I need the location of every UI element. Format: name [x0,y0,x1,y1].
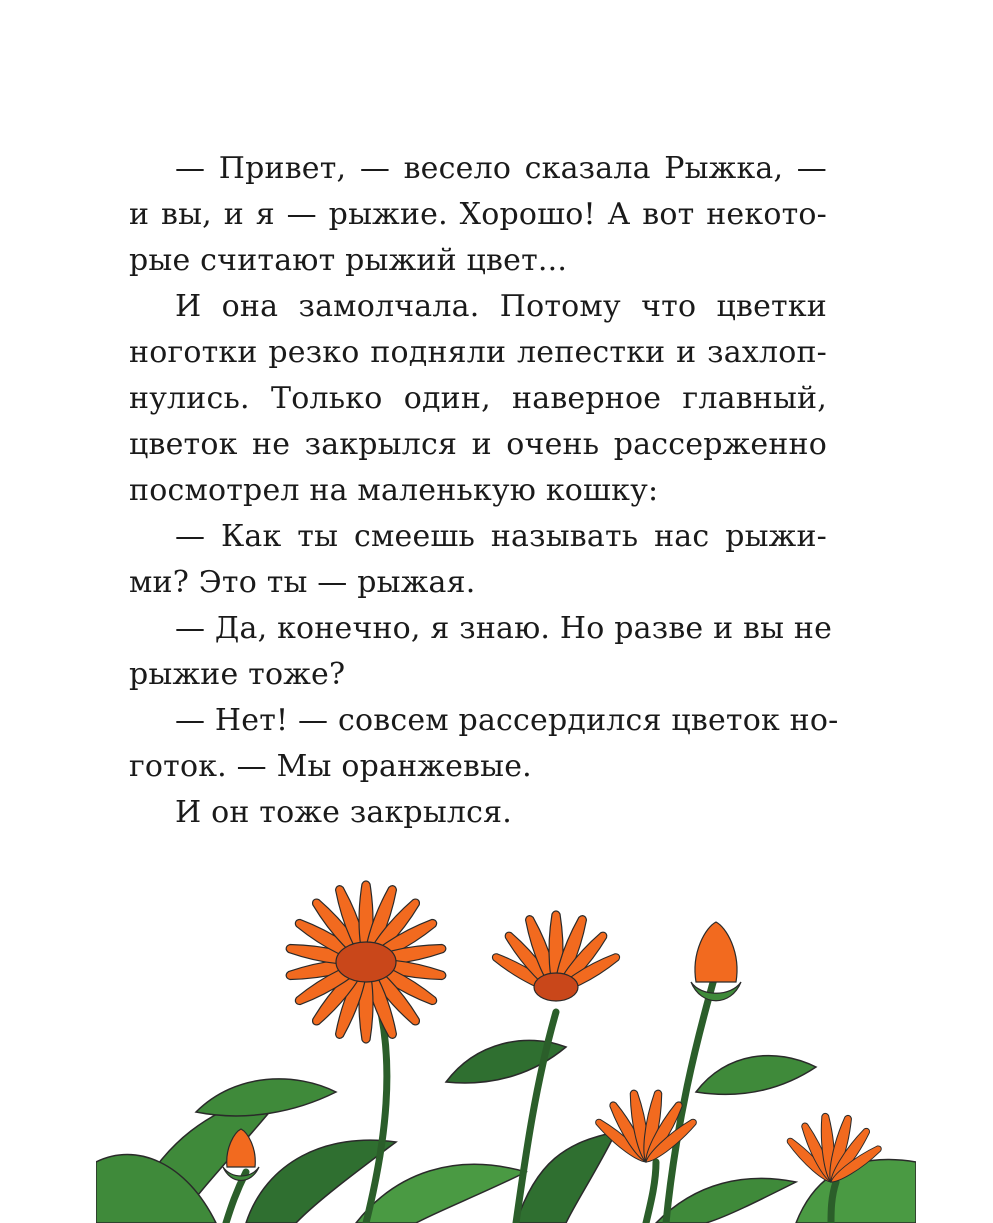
leaf [656,1178,796,1223]
text-line: — Нет! — совсем рассердился цветок но- [175,703,839,738]
text-line: И он тоже закрылся. [175,795,513,830]
text-line: нулись. Только один, наверное главный, [129,381,827,416]
text-line: рые считают рыжий цвет... [129,243,568,278]
leaves [96,1040,916,1223]
text-line: — Как ты смеешь называть нас рыжи- [175,519,827,554]
calendula-illustration [96,842,916,1223]
leaf [356,1164,526,1223]
story-text [129,146,839,836]
text-line: И она замолчала. Потому что цветки [175,289,827,324]
leaf [696,1056,816,1095]
text-line: посмотрел на маленькую кошку: [129,473,659,508]
text-line: рыжие тоже? [129,657,346,692]
text-line: ми? Это ты — рыжая. [129,565,476,600]
flower-large [285,881,447,1043]
flower-medium [490,911,623,1001]
stem [646,1162,656,1223]
text-line: и вы, и я — рыжие. Хорошо! А вот некото- [129,197,827,232]
flower-bud [691,922,741,1001]
text-line: готок. — Мы оранжевые. [129,749,532,784]
text-line: — Да, конечно, я знаю. Но разве и вы не [175,611,833,646]
text-line: цветок не закрылся и очень рассерженно [129,427,827,462]
leaf [196,1079,336,1116]
text-line: — Привет, — весело сказала Рыжка, — [175,151,827,186]
text-line: ноготки резко подняли лепестки и захлоп- [129,335,827,370]
stem [666,972,716,1223]
